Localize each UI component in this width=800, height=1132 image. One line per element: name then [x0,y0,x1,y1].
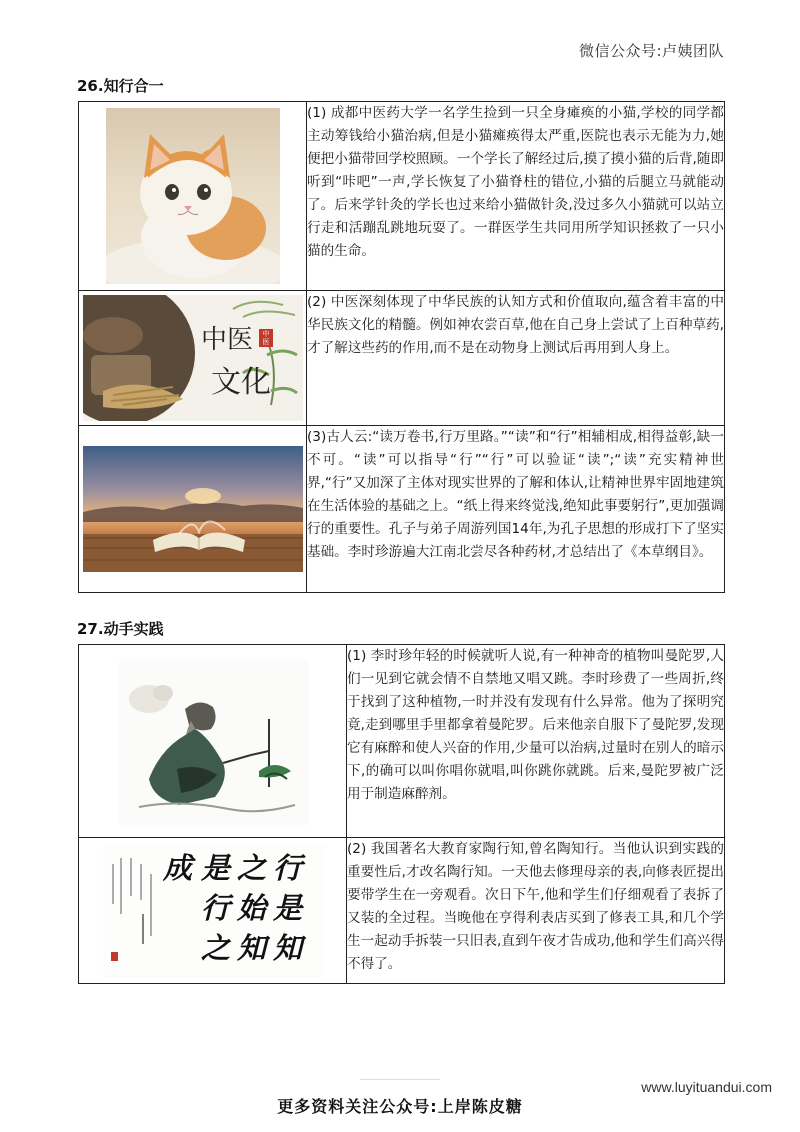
inscription-icon [103,844,163,978]
banner-title-line1: 中医 [201,325,254,355]
text-cell: (2) 我国著名大教育家陶行知,曾名陶知行。当他认识到实践的重要性后,才改名陶行知。一天他去修理母亲的表,向修表匠提出要带学生在一旁观看。次日下午,他和学生们仔细观看了表拆了又装的全过程。当晚他在亨得利表店买到了修表工具,和几个学生一起动手拆装一只旧表,直到午夜才告成功,他和学生们高兴得不得了。 [347,838,725,984]
image-cell [79,838,347,984]
banner-seal: 中医 [259,329,273,347]
li-shizhen-ink-painting [119,659,309,825]
footer-url[interactable]: www.luyituandui.com [641,1079,772,1095]
footer-divider [360,1079,440,1080]
image-cell [79,645,347,838]
section-title-27: 27.动手实践 [77,620,164,638]
header-account: 微信公众号:卢姨团队 [578,42,724,60]
calligraphy-column-1: 行是知 [273,851,303,965]
image-cell [79,426,307,593]
image-cell [79,102,307,291]
book-icon [83,446,303,572]
calligraphy-artwork [103,844,325,978]
table-row [79,291,725,426]
tcm-culture-banner [83,295,303,421]
calligraphy-column-2: 之始知 [237,851,267,965]
sunset-book-photo [83,446,303,572]
table-row [79,102,725,291]
table-row [79,838,725,984]
text-cell: (3)古人云:“读万卷书,行万里路。”“读”和“行”相辅相成,相得益彰,缺一不可。“读”可以指导“行”“行”可以验证“读”;“读”充实精神世界,“行”又加深了主体对现实世界的了解和体认,让精神世界牢固地建筑在生活体验的基础之上。“纸上得来终觉浅,绝知此事要躬行”,更加强调行的重要性。孔子与弟子周游列国14年,为孔子思想的形成打下了坚实基础。李时珍游遍大江南北尝尽各种药材,才总结出了《本草纲目》。 [307,426,725,593]
ink-figure-icon [119,659,309,825]
calligraphy-column-3: 是行之 [201,851,231,965]
text-cell: (1) 李时珍年轻的时候就听人说,有一种神奇的植物叫曼陀罗,人们一见到它就会情不自禁地又唱又跳。李时珍费了一些周折,终于找到了这种植物,一时并没有发现有什么异常。他为了探明究竟,走到哪里手里都拿着曼陀罗。后来他亲自服下了曼陀罗,发现它有麻醉和使人兴奋的作用,少量可以治病,过量时在别人的暗示下,的确可以叫你唱你就唱,叫你跳你就跳。后来,曼陀罗被广泛用于制造麻醉剂。 [347,645,725,838]
table-26 [78,101,725,593]
kitten-photo [106,108,280,284]
image-cell [79,291,307,426]
table-row [79,645,725,838]
calligraphy-column-4: 成 [163,851,193,885]
banner-title-line2: 文化 [211,365,271,400]
text-cell: (1) 成都中医药大学一名学生捡到一只全身瘫痪的小猫,学校的同学都主动筹钱给小猫治病,但是小猫瘫痪得太严重,医院也表示无能为力,她便把小猫带回学校照顾。一个学长了解经过后,摸了摸小猫的后背,随即听到“咔吧”一声,学长恢复了小猫脊柱的错位,小猫的后腿立马就能动了。后来学针灸的学长也过来给小猫做针灸,没过多久小猫就可以站立行走和活蹦乱跳地玩耍了。一群医学生共同用所学知识拯救了一只小猫的生命。 [307,102,725,291]
text-cell: (2) 中医深刻体现了中华民族的认知方式和价值取向,蕴含着丰富的中华民族文化的精髓。例如神农尝百草,他在自己身上尝试了上百种草药,才了解这些药的作用,而不是在动物身上测试后再用到人身上。 [307,291,725,426]
kitten-icon [106,108,280,284]
section-title-26: 26.知行合一 [77,77,164,95]
table-27 [78,644,725,984]
footer-note: 更多资料关注公众号:上岸陈皮糖 [277,1097,523,1116]
table-row [79,426,725,593]
